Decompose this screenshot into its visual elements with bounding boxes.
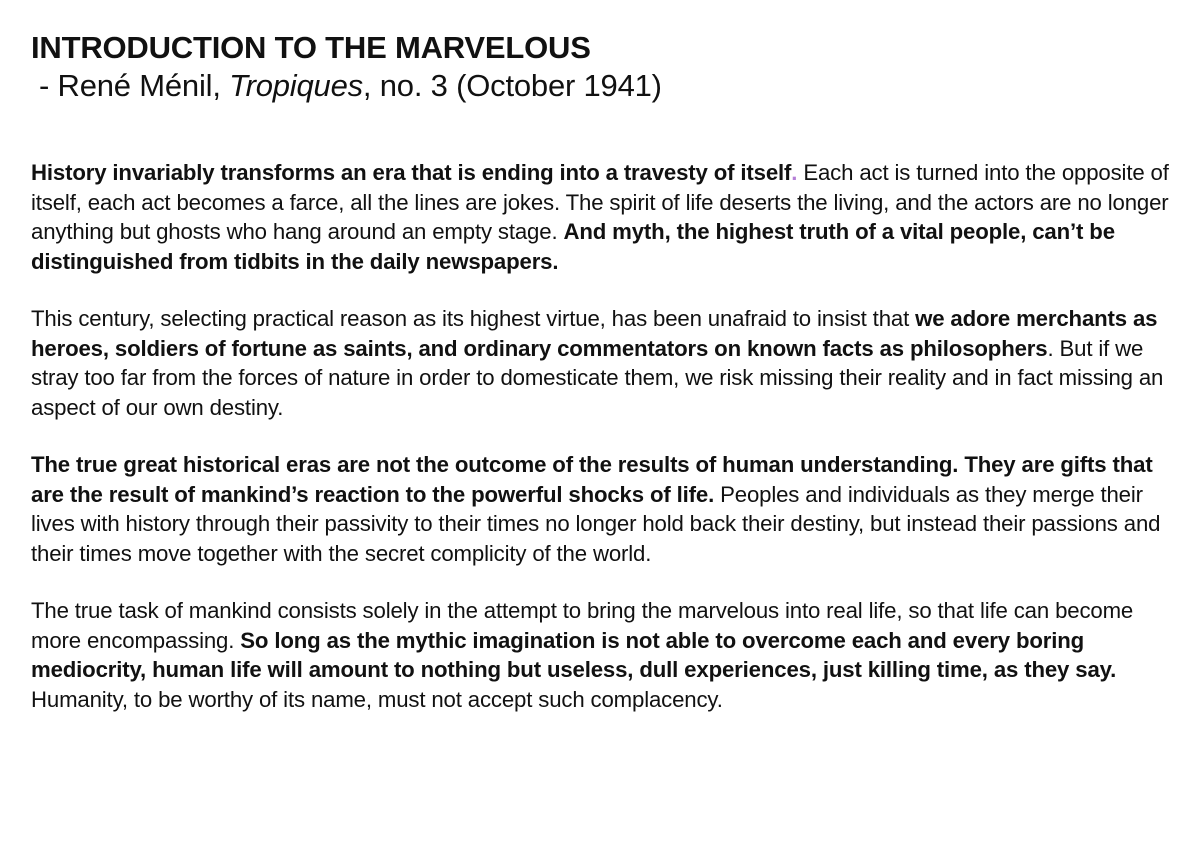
paragraph-1-bold-1: History invariably transforms an era that is ending into a travesty of itself [31, 160, 792, 185]
paragraph-3-text-1: Peoples and individuals as they merge their lives with history through their passivity to their times no longer hold back their destiny, but instead their passions and their times move together with the secret complicity of the world. [31, 481, 1161, 566]
paragraph-4-text-1: The true task of mankind consists solely in the attempt to bring the marvelous into real life, so that life can become more encompassing. [31, 598, 1134, 653]
paragraph-3-bold-1: The true great historical eras are not the outcome of the results of human understanding. They are gifts that are the result of mankind’s reaction to the powerful shocks of life. [31, 452, 1153, 507]
paragraph-2-text-2: . But if we stray too far from the forces of nature in order to domesticate them, we risk missing their reality and in fact missing an aspect of our own destiny. [31, 335, 1164, 420]
paragraph-2-bold-1: we adore merchants as heroes, soldiers of fortune as saints, and ordinary commentators on known facts as philosophers [31, 306, 1158, 361]
document-byline [39, 68, 1181, 104]
byline-issue: , no. 3 (October 1941) [362, 68, 662, 103]
paragraph-4-bold-1: So long as the mythic imagination is not able to overcome each and every boring mediocrity, human life will amount to nothing but useless, dull experiences, just killing time, as they say. [31, 627, 1117, 682]
paragraph-3 [31, 450, 1181, 568]
paragraph-4-text-2: Humanity, to be worthy of its name, must not accept such complacency. [31, 686, 723, 712]
paragraph-4 [31, 596, 1181, 714]
document-body [31, 158, 1181, 714]
paragraph-1 [31, 158, 1181, 276]
paragraph-2 [31, 304, 1181, 422]
paragraph-1-bold-2: And myth, the highest truth of a vital people, can’t be distinguished from tidbits in the daily newspapers. [31, 219, 1115, 274]
document-title: INTRODUCTION TO THE MARVELOUS [31, 30, 591, 65]
byline-journal: Tropiques [229, 68, 363, 103]
paragraph-1-text-1: Each act is turned into the opposite of itself, each act becomes a farce, all the lines are jokes. The spirit of life deserts the living, and the actors are no longer anything but ghosts who hang around an empty stage. [31, 160, 1169, 244]
document-page [31, 30, 1181, 742]
byline-author: - René Ménil, [39, 68, 230, 103]
paragraph-1-accent-period: . [791, 160, 798, 185]
paragraph-2-text-1: This century, selecting practical reason as its highest virtue, has been unafraid to insist that [31, 306, 916, 331]
